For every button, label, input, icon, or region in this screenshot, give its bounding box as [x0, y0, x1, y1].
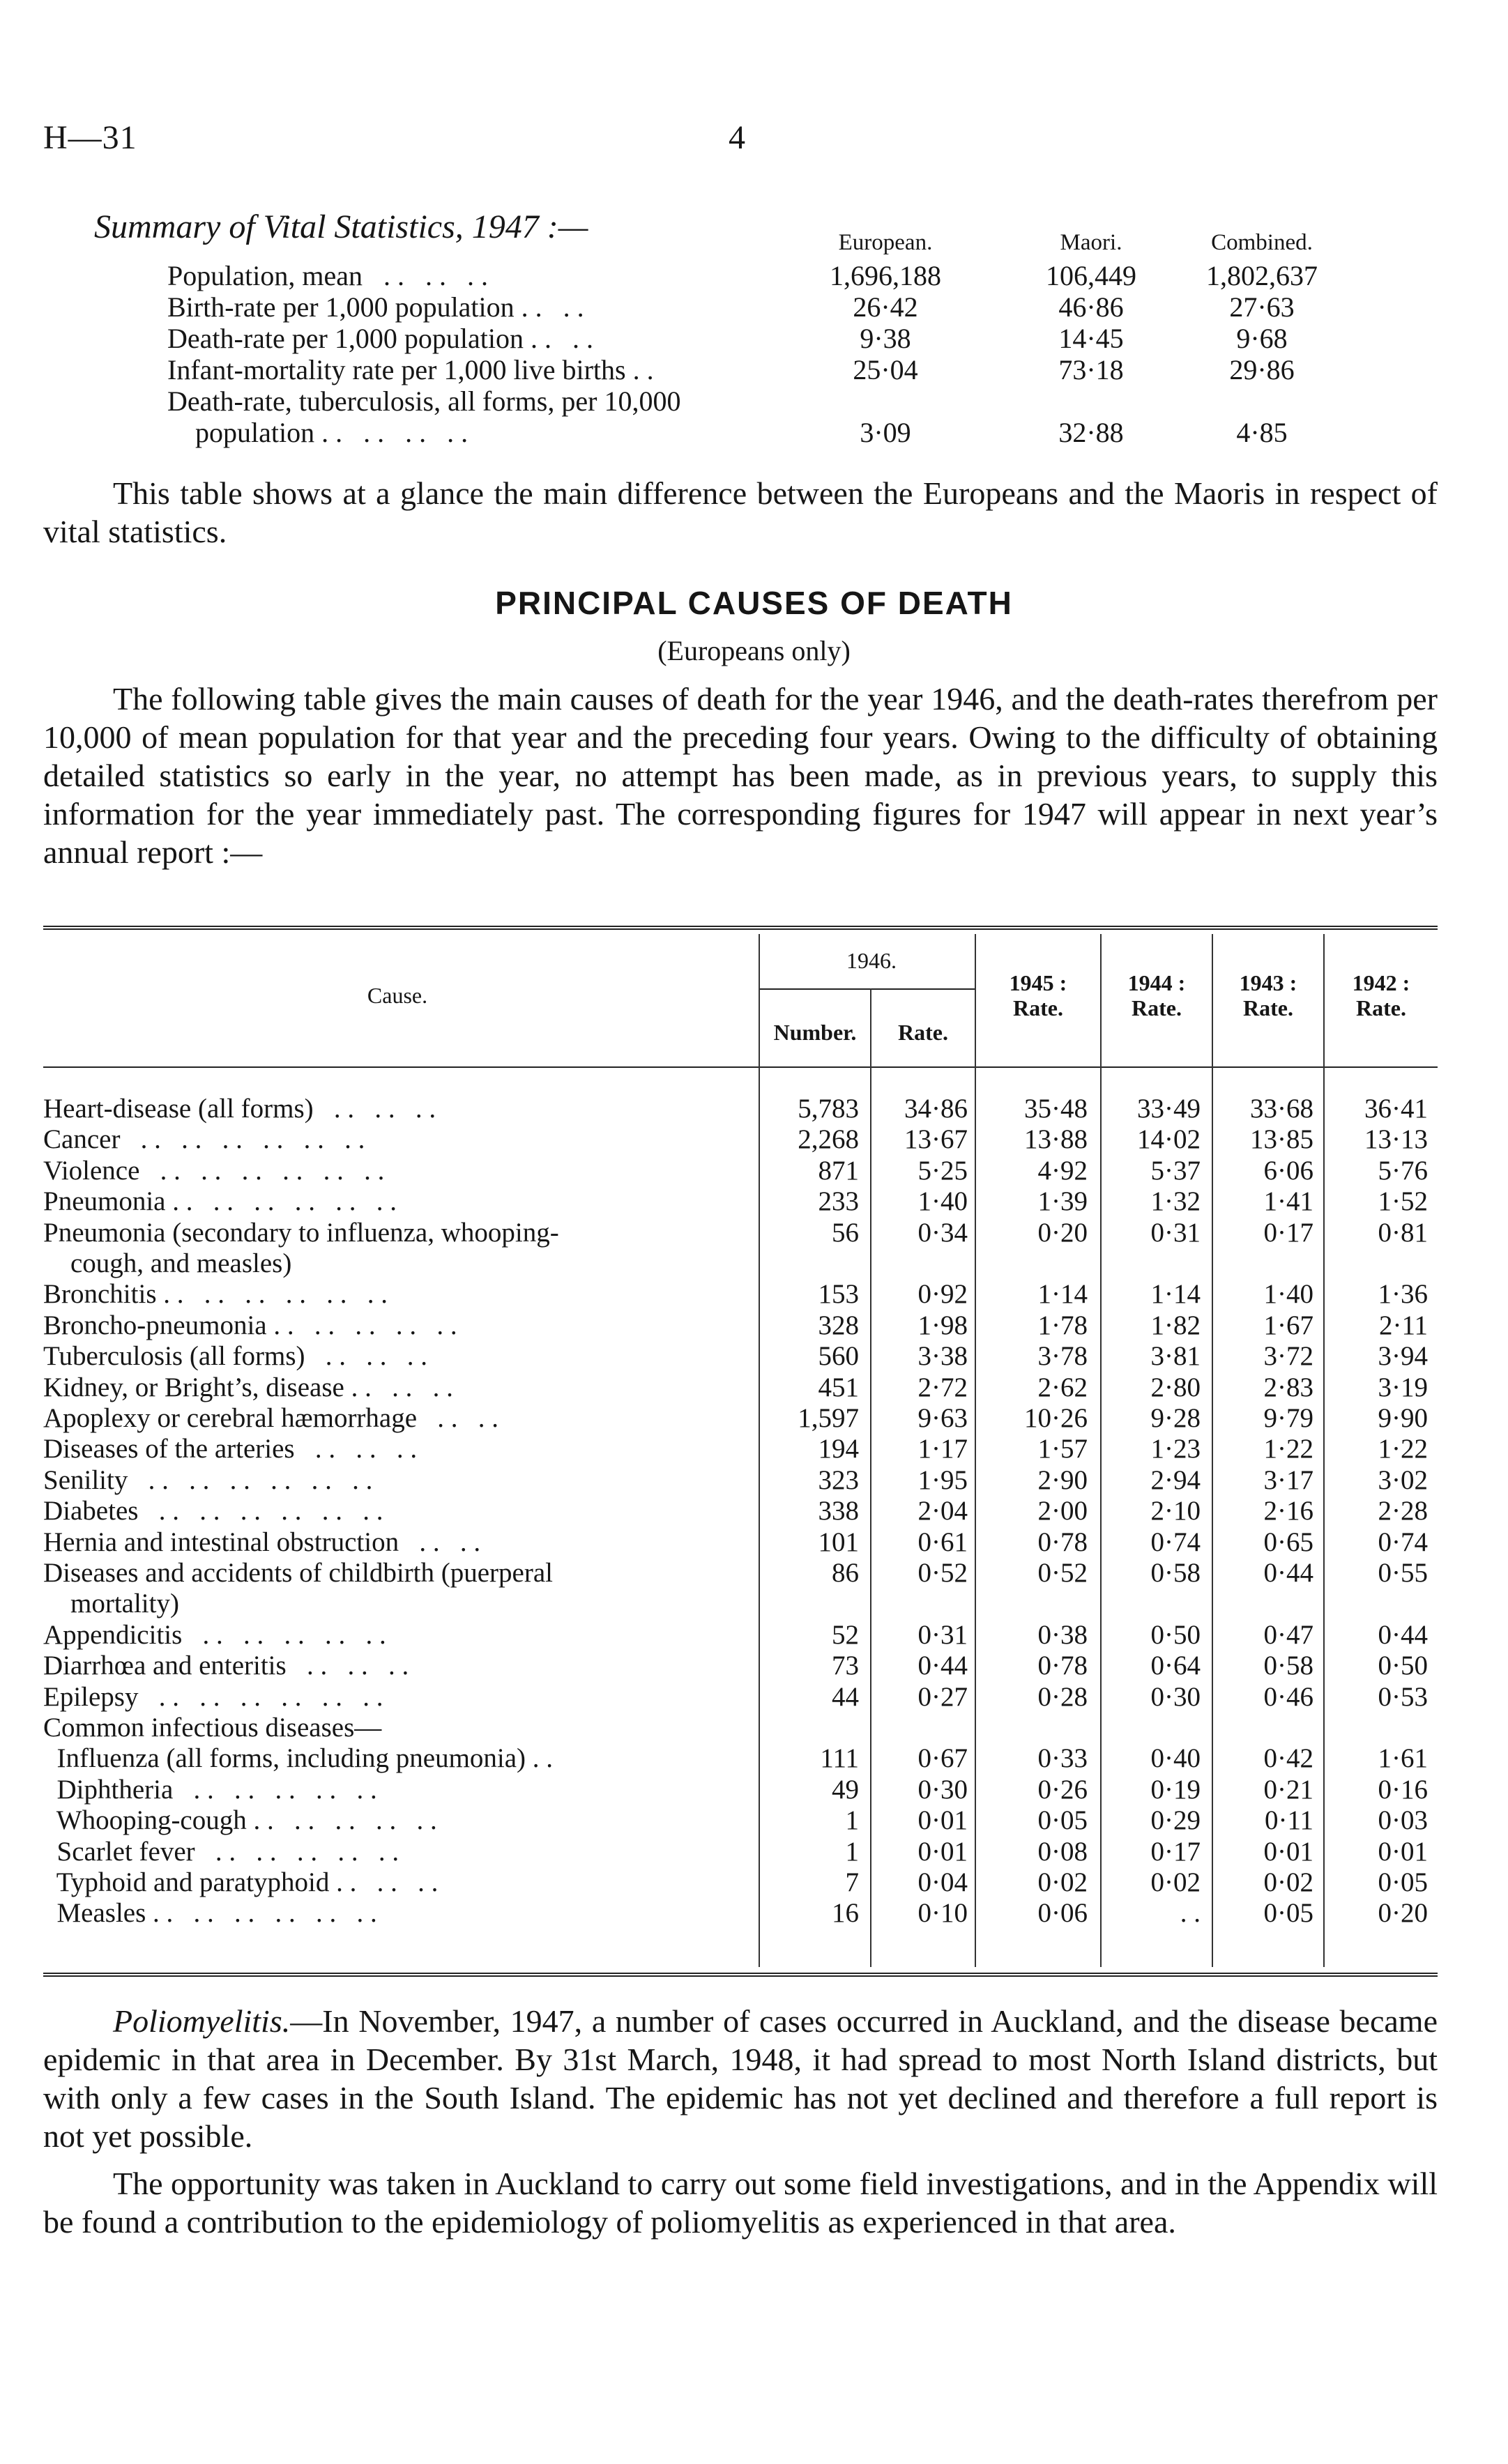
- summary-row-label: Population, mean . . . . . .: [167, 260, 488, 291]
- cause-cell: 0·55: [1378, 1558, 1428, 1588]
- cause-label: Diseases of the arteries . . . . . .: [43, 1434, 418, 1464]
- cause-cell: 0·20: [1037, 1217, 1088, 1248]
- cause-cell: 0·17: [1150, 1836, 1201, 1867]
- summary-row-label: population . . . . . . . .: [167, 417, 469, 448]
- polio-text: —In November, 1947, a number of cases occurred in Auckland, and the disease became epidemic in that area in December. By 31st March, 1948, it had spread to most North Island districts, but with only a few cases in the South Island. The epidemic has not yet declined and therefore a full report is not yet possible.: [43, 2003, 1438, 2154]
- table-1946-rule: [759, 988, 975, 990]
- polio-title: Poliomyelitis.: [113, 2003, 291, 2039]
- summary-cell: 106,449: [1046, 260, 1136, 291]
- summary-row-label: Infant-mortality rate per 1,000 live births . .: [167, 354, 654, 385]
- cause-cell: 233: [818, 1186, 859, 1217]
- col-divider: [975, 934, 976, 1967]
- cause-cell: 0·01: [1263, 1836, 1313, 1867]
- cause-cell: 0·08: [1037, 1836, 1088, 1867]
- cause-label: Appendicitis . . . . . . . . . .: [43, 1619, 386, 1650]
- cause-cell: 3·19: [1378, 1372, 1428, 1402]
- cause-cell: 0·11: [1264, 1805, 1313, 1836]
- col-head-1942: 1942 :: [1352, 970, 1410, 995]
- col-head-1944: 1944 :: [1127, 970, 1186, 995]
- summary-cell: 73·18: [1058, 354, 1124, 385]
- summary-title: Summary of Vital Statistics, 1947 :—: [94, 208, 588, 245]
- cause-cell: 0·04: [917, 1867, 968, 1897]
- cause-cell: 1·82: [1150, 1310, 1201, 1340]
- cause-cell: 1: [845, 1836, 859, 1867]
- cause-cell: 1·41: [1263, 1186, 1313, 1217]
- cause-cell: 1·98: [917, 1310, 968, 1340]
- cause-cell: 0·67: [917, 1743, 968, 1774]
- cause-cell: 1·17: [917, 1434, 968, 1464]
- summary-col-combined: Combined.: [1211, 230, 1313, 255]
- cause-cell: 3·02: [1378, 1464, 1428, 1495]
- section-title: PRINCIPAL CAUSES OF DEATH: [495, 585, 1013, 621]
- cause-cell: 0·31: [1150, 1217, 1201, 1248]
- cause-cell: 0·42: [1263, 1743, 1313, 1774]
- cause-cell: 34·86: [904, 1094, 968, 1124]
- cause-cell: 0·30: [917, 1774, 968, 1805]
- cause-label: Diabetes . . . . . . . . . . . .: [43, 1496, 383, 1526]
- cause-cell: 1·23: [1150, 1434, 1201, 1464]
- col-head-1944-rate: Rate.: [1132, 995, 1182, 1020]
- cause-cell: 2·11: [1378, 1310, 1428, 1340]
- cause-cell: 2·72: [917, 1372, 968, 1402]
- cause-cell: 0·02: [1037, 1867, 1088, 1897]
- closing-paragraph: [43, 2164, 1438, 2241]
- intro-paragraph: [43, 680, 1438, 871]
- cause-cell: 338: [818, 1496, 859, 1526]
- summary-cell: 29·86: [1229, 354, 1295, 385]
- cause-cell: 0·58: [1150, 1558, 1201, 1588]
- cause-cell: 0·05: [1378, 1867, 1428, 1897]
- cause-cell: 0·74: [1150, 1526, 1201, 1557]
- cause-cell: 1·52: [1378, 1186, 1428, 1217]
- cause-cell: 86: [832, 1558, 859, 1588]
- col-divider: [1212, 934, 1213, 1967]
- cause-label: Diarrhœa and enteritis . . . . . .: [43, 1651, 409, 1681]
- cause-cell: 0·34: [917, 1217, 968, 1248]
- cause-label: Kidney, or Bright’s, disease . . . . . .: [43, 1372, 453, 1402]
- cause-cell: 13·13: [1364, 1124, 1428, 1155]
- cause-cell: 0·33: [1037, 1743, 1088, 1774]
- cause-label: Pneumonia . . . . . . . . . . . .: [43, 1186, 397, 1217]
- cause-cell: 0·53: [1378, 1681, 1428, 1712]
- cause-cell: 3·38: [917, 1341, 968, 1372]
- cause-label: Diseases and accidents of childbirth (puerperal: [43, 1558, 553, 1588]
- cause-cell: 2·16: [1263, 1496, 1313, 1526]
- cause-cell: 9·79: [1263, 1403, 1313, 1433]
- cause-cell: 14·02: [1137, 1124, 1201, 1155]
- col-head-1945: 1945 :: [1009, 970, 1067, 995]
- cause-cell: 36·41: [1364, 1094, 1428, 1124]
- cause-cell: 3·81: [1150, 1341, 1201, 1372]
- cause-cell: 35·48: [1024, 1094, 1088, 1124]
- col-head-1943-rate: Rate.: [1243, 995, 1293, 1020]
- cause-cell: 0·27: [917, 1681, 968, 1712]
- cause-cell: 0·17: [1263, 1217, 1313, 1248]
- cause-cell: 10·26: [1024, 1403, 1088, 1433]
- cause-cell: 0·31: [917, 1619, 968, 1650]
- cause-cell: 0·01: [917, 1805, 968, 1836]
- summary-cell: 4·85: [1236, 417, 1288, 448]
- summary-note: [43, 474, 1438, 551]
- cause-cell: 0·47: [1263, 1619, 1313, 1650]
- summary-cell: 9·68: [1236, 323, 1288, 354]
- cause-cell: 13·88: [1024, 1124, 1088, 1155]
- cause-cell: 0·61: [917, 1526, 968, 1557]
- cause-cell: 2·80: [1150, 1372, 1201, 1402]
- cause-cell: 153: [818, 1279, 859, 1310]
- cause-label: Influenza (all forms, including pneumonia) . .: [43, 1743, 554, 1774]
- cause-cell: 0·40: [1150, 1743, 1201, 1774]
- cause-cell: 1·61: [1378, 1743, 1428, 1774]
- col-head-1946: 1946.: [846, 948, 897, 973]
- cause-label: Violence . . . . . . . . . . . .: [43, 1155, 385, 1186]
- cause-cell: 0·28: [1037, 1681, 1088, 1712]
- table-top-rule: [43, 926, 1438, 927]
- summary-col-maori: Maori.: [1060, 230, 1122, 255]
- cause-cell: 1·32: [1150, 1186, 1201, 1217]
- cause-cell: 0·58: [1263, 1651, 1313, 1681]
- summary-row-label: Birth-rate per 1,000 population . . . .: [167, 291, 584, 323]
- cause-cell: 871: [818, 1155, 859, 1186]
- cause-cell: 1·14: [1150, 1279, 1201, 1310]
- cause-cell: 0·38: [1037, 1619, 1088, 1650]
- cause-cell: 49: [832, 1774, 859, 1805]
- cause-cell: 451: [818, 1372, 859, 1402]
- summary-cell: 32·88: [1058, 417, 1124, 448]
- col-head-number: Number.: [773, 1020, 857, 1045]
- cause-cell: 111: [820, 1743, 859, 1774]
- summary-row-label: Death-rate, tuberculosis, all forms, per 10,000: [167, 385, 681, 417]
- cause-cell: 1·14: [1037, 1279, 1088, 1310]
- table-bottom-rule: [43, 1973, 1438, 1974]
- cause-cell: 0·29: [1150, 1805, 1201, 1836]
- cause-cell: 0·65: [1263, 1526, 1313, 1557]
- section-subtitle: (Europeans only): [657, 635, 851, 666]
- closing-paragraph-text: The opportunity was taken in Auckland to carry out some field investigations, and in the Appendix will be found a contribution to the epidemiology of poliomyelitis as experienced in that area.: [43, 2166, 1438, 2240]
- cause-label: cough, and measles): [43, 1248, 292, 1278]
- cause-cell: 560: [818, 1341, 859, 1372]
- cause-cell: 0·05: [1037, 1805, 1088, 1836]
- cause-cell: 2·00: [1037, 1496, 1088, 1526]
- summary-cell: 26·42: [853, 291, 918, 323]
- cause-cell: 6·06: [1263, 1155, 1313, 1186]
- cause-label: Senility . . . . . . . . . . . .: [43, 1464, 373, 1495]
- cause-cell: 323: [818, 1464, 859, 1495]
- cause-cell: 9·90: [1378, 1403, 1428, 1433]
- cause-cell: 1·40: [917, 1186, 968, 1217]
- intro-paragraph-text: The following table gives the main causes of death for the year 1946, and the death-rates therefrom per 10,000 of mean population for that year and the preceding four years. Owing to the difficulty of obtaining detailed statistics so early in the year, no attempt has been made, as in previous years, to supply this information for the year immediately past. The corresponding figures for 1947 will appear in next year’s annual report :—: [43, 681, 1438, 870]
- cause-cell: 0·46: [1263, 1681, 1313, 1712]
- cause-cell: 9·63: [917, 1403, 968, 1433]
- table-top-rule-double: [43, 928, 1438, 930]
- col-head-1945-rate: Rate.: [1013, 995, 1063, 1020]
- cause-label: Scarlet fever . . . . . . . . . .: [43, 1836, 399, 1867]
- cause-cell: 52: [832, 1619, 859, 1650]
- summary-note-text: This table shows at a glance the main difference between the Europeans and the Maoris in respect of vital statistics.: [43, 475, 1438, 549]
- cause-cell: 1·57: [1037, 1434, 1088, 1464]
- summary-row-label: Death-rate per 1,000 population . . . .: [167, 323, 593, 354]
- col-divider: [1323, 934, 1325, 1967]
- summary-cell: 27·63: [1229, 291, 1295, 323]
- col-head-1943: 1943 :: [1239, 970, 1297, 995]
- cause-label: Common infectious diseases—: [43, 1713, 382, 1743]
- cause-cell: 1·39: [1037, 1186, 1088, 1217]
- cause-cell: 0·92: [917, 1279, 968, 1310]
- cause-cell: 5·25: [917, 1155, 968, 1186]
- cause-cell: 33·68: [1250, 1094, 1313, 1124]
- cause-cell: 44: [832, 1681, 859, 1712]
- col-head-rate: Rate.: [898, 1020, 948, 1045]
- cause-cell: 0·16: [1378, 1774, 1428, 1805]
- col-divider: [1100, 934, 1102, 1967]
- cause-label: Whooping-cough . . . . . . . . . .: [43, 1805, 437, 1836]
- cause-cell: 0·01: [917, 1836, 968, 1867]
- cause-cell: 1,597: [798, 1403, 859, 1433]
- cause-cell: 3·17: [1263, 1464, 1313, 1495]
- cause-cell: 0·64: [1150, 1651, 1201, 1681]
- cause-cell: 0·52: [917, 1558, 968, 1588]
- cause-cell: 2·90: [1037, 1464, 1088, 1495]
- summary-cell: 9·38: [860, 323, 911, 354]
- cause-cell: 0·52: [1037, 1558, 1088, 1588]
- summary-cell: 46·86: [1058, 291, 1124, 323]
- cause-cell: 5·37: [1150, 1155, 1201, 1186]
- cause-cell: 0·44: [917, 1651, 968, 1681]
- cause-cell: 33·49: [1137, 1094, 1201, 1124]
- cause-cell: 0·19: [1150, 1774, 1201, 1805]
- cause-cell: 7: [845, 1867, 859, 1897]
- cause-cell: 2·62: [1037, 1372, 1088, 1402]
- cause-cell: 0·81: [1378, 1217, 1428, 1248]
- cause-cell: 4·92: [1037, 1155, 1088, 1186]
- cause-cell: 2·04: [917, 1496, 968, 1526]
- summary-cell: 25·04: [853, 354, 918, 385]
- cause-cell: 0·50: [1378, 1651, 1428, 1681]
- cause-cell: 1: [845, 1805, 859, 1836]
- cause-cell: 0·05: [1263, 1898, 1313, 1929]
- cause-cell: 56: [832, 1217, 859, 1248]
- cause-cell: 0·06: [1037, 1898, 1088, 1929]
- cause-cell: 2,268: [798, 1124, 859, 1155]
- cause-cell: 2·10: [1150, 1496, 1201, 1526]
- cause-cell: 0·44: [1263, 1558, 1313, 1588]
- document-reference: H—31: [43, 119, 137, 156]
- col-head-cause: Cause.: [367, 983, 428, 1008]
- cause-cell: 13·85: [1250, 1124, 1313, 1155]
- cause-cell: 0·02: [1150, 1867, 1201, 1897]
- cause-cell: 16: [832, 1898, 859, 1929]
- cause-cell: 3·72: [1263, 1341, 1313, 1372]
- cause-cell: 1·95: [917, 1464, 968, 1495]
- cause-cell: 3·78: [1037, 1341, 1088, 1372]
- cause-cell: 0·02: [1263, 1867, 1313, 1897]
- cause-cell: 0·01: [1378, 1836, 1428, 1867]
- col-head-1942-rate: Rate.: [1356, 995, 1406, 1020]
- cause-label: Typhoid and paratyphoid . . . . . .: [43, 1867, 439, 1897]
- cause-label: Hernia and intestinal obstruction . . . .: [43, 1526, 481, 1557]
- page-number: 4: [729, 119, 745, 156]
- cause-label: Apoplexy or cerebral hæmorrhage . . . .: [43, 1403, 499, 1433]
- cause-label: Pneumonia (secondary to influenza, whooping-: [43, 1217, 559, 1248]
- cause-cell: 0·50: [1150, 1619, 1201, 1650]
- cause-cell: . .: [1180, 1898, 1201, 1929]
- summary-cell: 1,802,637: [1206, 260, 1318, 291]
- cause-cell: 1·22: [1263, 1434, 1313, 1464]
- table-head-rule: [43, 1066, 1438, 1068]
- cause-cell: 0·44: [1378, 1619, 1428, 1650]
- cause-cell: 194: [818, 1434, 859, 1464]
- cause-cell: 5,783: [798, 1094, 859, 1124]
- cause-cell: 2·83: [1263, 1372, 1313, 1402]
- cause-cell: 2·28: [1378, 1496, 1428, 1526]
- summary-cell: 3·09: [860, 417, 911, 448]
- cause-label: Diphtheria . . . . . . . . . .: [43, 1774, 377, 1805]
- cause-label: Broncho-pneumonia . . . . . . . . . .: [43, 1310, 457, 1340]
- cause-cell: 0·78: [1037, 1651, 1088, 1681]
- cause-cell: 0·10: [917, 1898, 968, 1929]
- summary-col-european: European.: [838, 230, 933, 255]
- cause-cell: 0·03: [1378, 1805, 1428, 1836]
- col-divider: [759, 934, 760, 1967]
- cause-cell: 328: [818, 1310, 859, 1340]
- table-bottom-rule-double: [43, 1975, 1438, 1977]
- summary-cell: 14·45: [1058, 323, 1124, 354]
- polio-paragraph: [43, 2002, 1438, 2155]
- cause-cell: 1·78: [1037, 1310, 1088, 1340]
- cause-cell: 0·26: [1037, 1774, 1088, 1805]
- cause-cell: 73: [832, 1651, 859, 1681]
- cause-cell: 1·22: [1378, 1434, 1428, 1464]
- cause-cell: 0·78: [1037, 1526, 1088, 1557]
- cause-cell: 1·67: [1263, 1310, 1313, 1340]
- cause-cell: 2·94: [1150, 1464, 1201, 1495]
- cause-label: Tuberculosis (all forms) . . . . . .: [43, 1341, 428, 1372]
- cause-cell: 1·40: [1263, 1279, 1313, 1310]
- cause-cell: 0·30: [1150, 1681, 1201, 1712]
- cause-label: Measles . . . . . . . . . . . .: [43, 1898, 377, 1929]
- cause-label: mortality): [43, 1589, 179, 1619]
- cause-cell: 5·76: [1378, 1155, 1428, 1186]
- cause-cell: 0·74: [1378, 1526, 1428, 1557]
- cause-cell: 0·20: [1378, 1898, 1428, 1929]
- cause-cell: 0·21: [1263, 1774, 1313, 1805]
- summary-cell: 1,696,188: [830, 260, 941, 291]
- cause-cell: 13·67: [904, 1124, 968, 1155]
- cause-cell: 1·36: [1378, 1279, 1428, 1310]
- cause-label: Heart-disease (all forms) . . . . . .: [43, 1094, 436, 1124]
- cause-cell: 101: [818, 1526, 859, 1557]
- cause-label: Bronchitis . . . . . . . . . . . .: [43, 1279, 388, 1310]
- cause-cell: 3·94: [1378, 1341, 1428, 1372]
- cause-label: Cancer . . . . . . . . . . . .: [43, 1124, 365, 1155]
- col-divider: [870, 988, 871, 1967]
- cause-label: Epilepsy . . . . . . . . . . . .: [43, 1681, 383, 1712]
- cause-cell: 9·28: [1150, 1403, 1201, 1433]
